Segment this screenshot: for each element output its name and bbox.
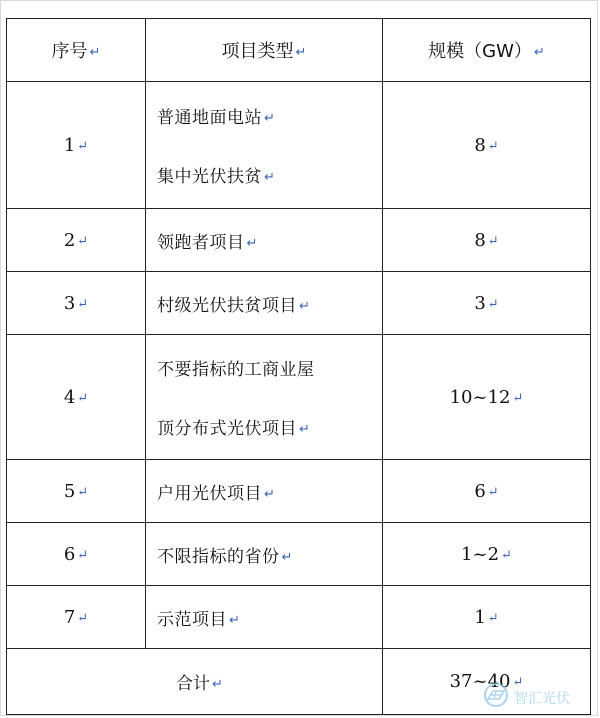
return-mark-icon: ↵ xyxy=(264,170,276,185)
row-scale-cell xyxy=(383,335,591,460)
row-index-cell xyxy=(7,209,146,272)
row-type-cell xyxy=(146,209,383,272)
total-label: 合计 xyxy=(176,674,211,694)
row-type-cell xyxy=(146,82,383,209)
return-mark-icon: ↵ xyxy=(77,296,89,312)
return-mark-icon: ↵ xyxy=(487,296,499,312)
row-type-cell xyxy=(146,460,383,523)
solar-panel-icon xyxy=(480,682,512,708)
header-type xyxy=(146,19,383,82)
return-mark-icon: ↵ xyxy=(264,486,276,502)
row-type-cell xyxy=(146,272,383,335)
row-scale-cell xyxy=(383,209,591,272)
row-scale-cell xyxy=(383,523,591,586)
return-mark-icon: ↵ xyxy=(512,390,524,406)
total-scale: 37~40 xyxy=(449,671,511,692)
row-type-text: 户用光伏项目 xyxy=(157,483,262,504)
return-mark-icon: ↵ xyxy=(77,610,89,626)
row-index: 1 xyxy=(63,134,76,156)
row-type-cell xyxy=(146,335,383,460)
return-mark-icon: ↵ xyxy=(229,612,241,628)
return-mark-icon: ↵ xyxy=(533,45,545,60)
return-mark-icon: ↵ xyxy=(212,677,223,692)
return-mark-icon: ↵ xyxy=(77,233,89,249)
header-type-label: 项目类型 xyxy=(221,41,294,62)
total-label-cell xyxy=(7,649,383,715)
row-scale: 8 xyxy=(474,134,486,156)
project-scale-table xyxy=(6,18,591,715)
row-index-cell xyxy=(7,335,146,460)
table-row xyxy=(7,335,591,460)
row-type-text: 集中光伏扶贫 xyxy=(157,167,262,187)
watermark-text: 智汇光伏 xyxy=(514,691,570,707)
return-mark-icon: ↵ xyxy=(487,610,499,626)
row-index: 2 xyxy=(63,229,76,251)
return-mark-icon: ↵ xyxy=(501,547,512,563)
row-index-cell xyxy=(7,523,146,586)
table-row xyxy=(7,523,591,586)
row-index-cell xyxy=(7,460,146,523)
return-mark-icon: ↵ xyxy=(246,235,258,251)
row-scale-cell xyxy=(383,82,591,209)
header-scale xyxy=(383,19,591,82)
row-index: 7 xyxy=(63,606,76,628)
return-mark-icon: ↵ xyxy=(77,484,89,500)
row-type-text: 普通地面电站 xyxy=(157,108,262,128)
return-mark-icon: ↵ xyxy=(299,298,311,314)
row-type-text: 不限指标的省份 xyxy=(157,546,280,567)
return-mark-icon: ↵ xyxy=(487,484,499,500)
row-type-text: 村级光伏扶贫项目 xyxy=(157,295,297,316)
header-index-label: 序号 xyxy=(51,41,88,62)
return-mark-icon: ↵ xyxy=(299,422,311,437)
table-header-row xyxy=(7,19,591,82)
row-type-line xyxy=(157,162,382,187)
row-type-text: 顶分布式光伏项目 xyxy=(157,419,297,439)
row-type-text: 领跑者项目 xyxy=(157,232,245,253)
return-mark-icon: ↵ xyxy=(77,390,89,406)
header-index xyxy=(7,19,146,82)
row-index: 3 xyxy=(63,292,76,314)
row-type-text: 不要指标的工商业屋 xyxy=(157,360,315,380)
row-type-line xyxy=(157,414,382,439)
row-scale: 3 xyxy=(474,292,486,314)
row-type-line xyxy=(157,355,382,380)
row-scale: 1~2 xyxy=(461,543,500,565)
watermark xyxy=(480,682,592,710)
row-type-cell xyxy=(146,586,383,649)
row-index: 5 xyxy=(63,480,76,502)
row-index-cell xyxy=(7,586,146,649)
return-mark-icon: ↵ xyxy=(487,138,499,154)
return-mark-icon: ↵ xyxy=(512,675,524,690)
row-index-cell xyxy=(7,272,146,335)
row-type-line xyxy=(157,103,382,128)
return-mark-icon: ↵ xyxy=(77,138,89,154)
return-mark-icon: ↵ xyxy=(89,45,101,60)
row-index-cell xyxy=(7,82,146,209)
row-scale-cell xyxy=(383,586,591,649)
table-row xyxy=(7,460,591,523)
return-mark-icon: ↵ xyxy=(264,111,276,126)
row-index: 4 xyxy=(63,386,76,408)
table-row xyxy=(7,586,591,649)
return-mark-icon: ↵ xyxy=(77,547,89,563)
table-row xyxy=(7,209,591,272)
return-mark-icon: ↵ xyxy=(487,233,499,249)
return-mark-icon: ↵ xyxy=(281,549,293,565)
table-row xyxy=(7,272,591,335)
row-scale-cell xyxy=(383,460,591,523)
row-type-cell xyxy=(146,523,383,586)
header-scale-label: 规模（GW） xyxy=(428,41,532,62)
row-scale: 8 xyxy=(474,229,486,251)
row-index: 6 xyxy=(63,543,76,565)
row-scale: 10~12 xyxy=(449,386,511,408)
row-scale: 6 xyxy=(474,480,486,502)
return-mark-icon: ↵ xyxy=(295,45,307,60)
row-scale-cell xyxy=(383,272,591,335)
row-type-text: 示范项目 xyxy=(157,609,227,630)
row-scale: 1 xyxy=(474,606,486,628)
table-row xyxy=(7,82,591,209)
